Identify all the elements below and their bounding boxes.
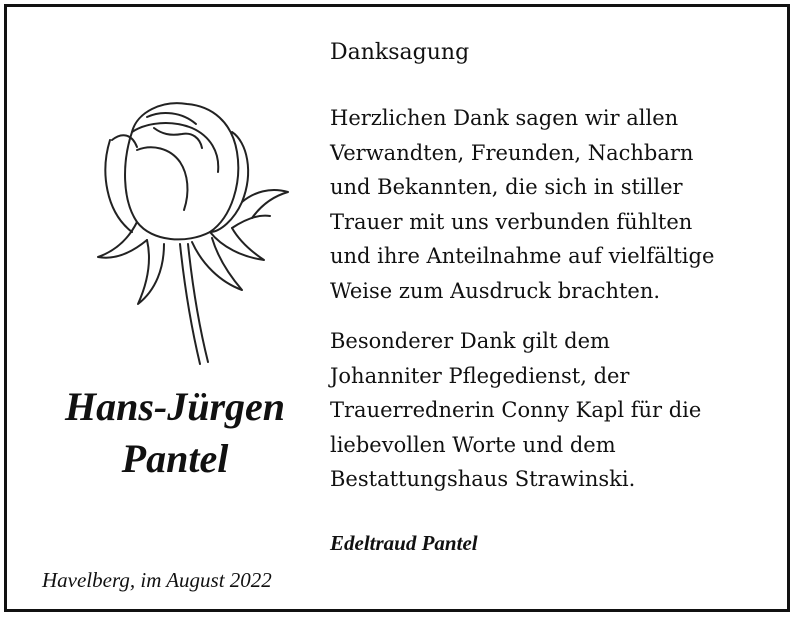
text-line: Herzlichen Dank sagen wir allen — [330, 106, 679, 130]
notice-heading: Danksagung — [330, 40, 470, 65]
text-line: Trauerrednerin Conny Kapl für die — [330, 398, 702, 422]
text-line: Besonderer Dank gilt dem — [330, 329, 610, 353]
text-line: und Bekannten, die sich in stiller — [330, 175, 683, 199]
text-line: Johanniter Pflegedienst, der — [330, 363, 630, 388]
text-line: Trauer mit uns verbunden fühlten — [330, 209, 693, 234]
text-line: und ihre Anteilnahme auf vielfältige — [330, 244, 715, 268]
place-date: Havelberg, im August 2022 — [42, 568, 272, 592]
text-line: Verwandten, Freunden, Nachbarn — [330, 140, 694, 165]
signature: Edeltraud Pantel — [330, 531, 478, 555]
rose-icon — [92, 92, 292, 367]
thanks-paragraph-2 — [330, 324, 701, 497]
text-line: Weise zum Ausdruck brachten. — [330, 278, 661, 303]
thanks-paragraph-1 — [330, 101, 714, 308]
deceased-first-name: Hans-Jürgen — [64, 384, 286, 429]
text-line: liebevollen Worte und dem — [330, 432, 616, 457]
text-line: Bestattungshaus Strawinski. — [330, 467, 636, 491]
deceased-last-name: Pantel — [121, 436, 229, 481]
